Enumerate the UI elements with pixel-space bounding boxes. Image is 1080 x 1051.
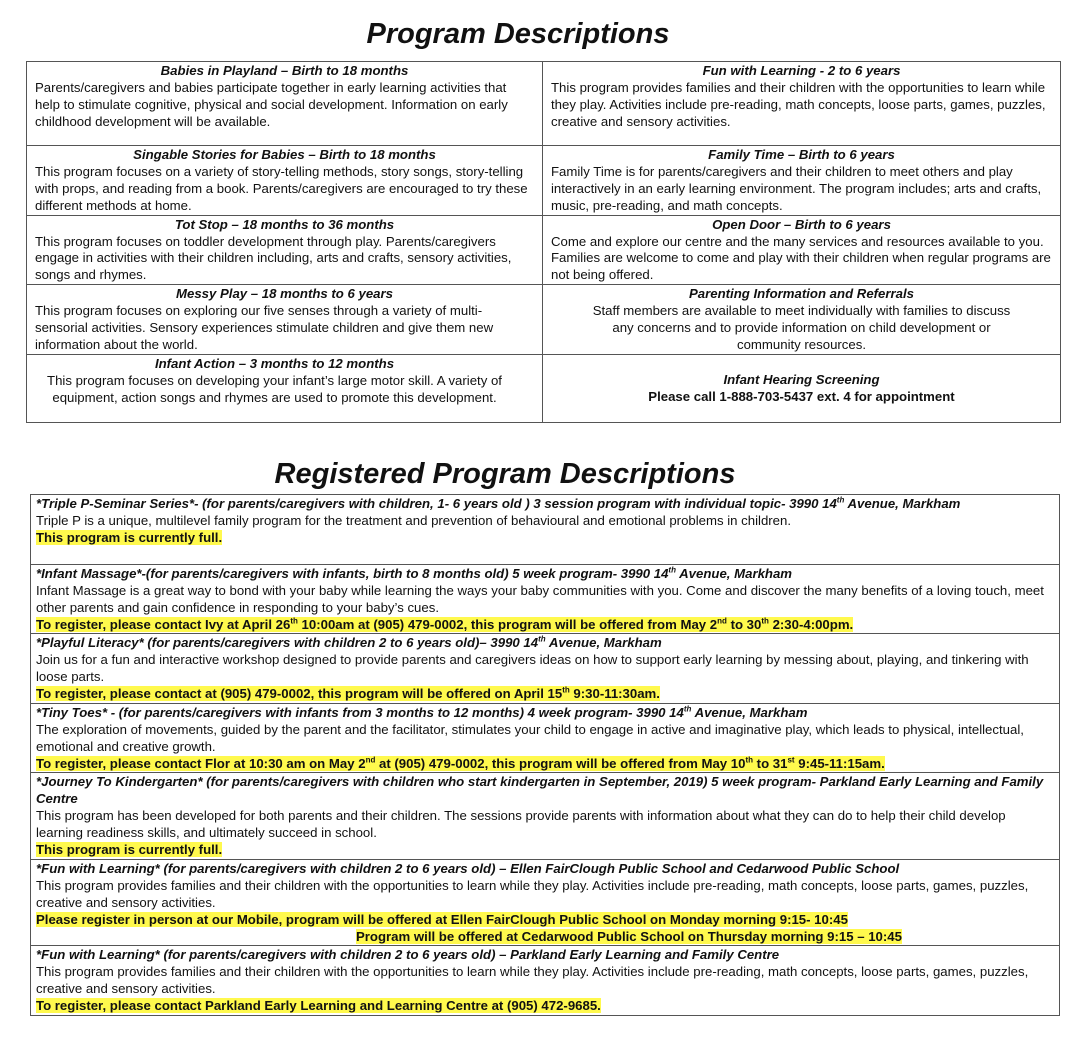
registration-note-secondary: Program will be offered at Cedarwood Public School on Thursday morning 9:15 – 10:45 (356, 928, 902, 944)
registered-program (31, 773, 1059, 860)
program-cell (543, 354, 1061, 422)
registered-program-body: The exploration of movements, guided by the parent and the facilitator, stimulates your child to engage in active and imaginative play, which leads to physical, intellectual, emotional and creative growth. (36, 721, 1024, 754)
registered-program-body: Join us for a fun and interactive workshop designed to provide parents and caregivers ideas on how to support early learning by messing about, playing, and tinkering with loose parts. (36, 651, 1029, 684)
program-cell (27, 354, 543, 422)
registered-programs-list (30, 494, 1060, 1016)
registered-program (31, 860, 1059, 946)
program-body: Family Time is for parents/caregivers and their children to meet others and play interactively in an early learning environment. The program includes; arts and crafts, music, pre-reading, and math concepts. (551, 163, 1042, 213)
registration-note: This program is currently full. (36, 529, 223, 545)
program-body: This program focuses on developing your infant’s large motor skill. A variety of equipment, action songs and rhymes are used to promote this development. (47, 372, 502, 405)
program-body: Parents/caregivers and babies participate together in early learning activities that help to stimulate cognitive, physical and social development. Information on early childhood development will be available. (35, 79, 508, 129)
program-cell (27, 285, 543, 355)
registered-program-body: Infant Massage is a great way to bond with your baby while learning the ways your baby communities with you. Come and discover the many benefits of a loving touch, meet other parents and gain confidence in responding to your baby’s cues. (36, 582, 1044, 615)
program-body: This program provides families and their children with the opportunities to learn while they play. Activities include pre-reading, math concepts, loose parts, games, puzzles, creative and sensory activities. (551, 79, 1046, 129)
registered-program-title: *Fun with Learning* (for parents/caregivers with children 2 to 6 years old) – Ellen FairClough Public School and Cedarwood Public School (36, 861, 900, 876)
program-title: Parenting Information and Referrals (689, 286, 914, 302)
registered-program-title: *Triple P-Seminar Series*- (for parents/caregivers with children, 1- 6 years old ) 3 session program with individual topic- 3990 14th Avenue, Markham (36, 495, 961, 511)
registration-note: Please register in person at our Mobile, program will be offered at Ellen FairClough Public School on Monday morning 9:15- 10:45 (36, 911, 848, 927)
program-descriptions-title: Program Descriptions (366, 18, 670, 50)
registered-program (31, 634, 1059, 704)
registered-program-title: *Infant Massage*-(for parents/caregivers with infants, birth to 8 months old) 5 week program- 3990 14th Avenue, Markham (36, 565, 793, 581)
registered-program-body: This program provides families and their children with the opportunities to learn while they play. Activities include pre-reading, math concepts, loose parts, games, puzzles, creative and sensory activities. (36, 963, 1029, 996)
registered-program (31, 565, 1059, 634)
program-title: Messy Play – 18 months to 6 years (176, 286, 393, 302)
program-cell (543, 146, 1061, 216)
registered-program-descriptions-title: Registered Program Descriptions (274, 458, 736, 490)
registered-program (31, 704, 1059, 773)
program-cell (543, 215, 1061, 285)
program-body: This program focuses on toddler development through play. Parents/caregivers engage in activities with their children including, arts and crafts, sensory activities, songs and rhymes. (35, 233, 512, 283)
program-cell (543, 62, 1061, 146)
registration-note: This program is currently full. (36, 841, 223, 857)
registered-program-body: Triple P is a unique, multilevel family program for the treatment and prevention of behavioural and emotional problems in children. (36, 512, 792, 528)
program-body: This program focuses on exploring our five senses through a variety of multi-sensorial activities. Sensory experiences stimulate children and give them new information about the world. (35, 303, 494, 352)
registration-note: To register, please contact Parkland Early Learning and Learning Centre at (905) 472-9685. (36, 997, 601, 1013)
registration-note: To register, please contact Flor at 10:30 am on May 2nd at (905) 479-0002, this program will be offered from May 10th to 31st 9:45-11:15am. (36, 755, 885, 771)
program-body: This program focuses on a variety of story-telling methods, story songs, story-telling with props, and reading from a book. Parents/caregivers are encouraged to try these different methods at home. (35, 163, 528, 213)
program-title: Fun with Learning - 2 to 6 years (702, 63, 901, 78)
program-cell (27, 62, 543, 146)
registration-note: To register, please contact at (905) 479-0002, this program will be offered on April 15th 9:30-11:30am. (36, 685, 660, 701)
registered-program (31, 946, 1059, 1016)
program-title: Babies in Playland – Birth to 18 months (160, 63, 409, 78)
registration-note: To register, please contact Ivy at April 26th 10:00am at (905) 479-0002, this program will be offered from May 2nd to 30th 2:30-4:00pm. (36, 616, 854, 632)
program-cell (27, 215, 543, 285)
program-cell (27, 146, 543, 216)
program-body: Please call 1-888-703-5437 ext. 4 for appointment (648, 388, 955, 404)
program-cell (543, 285, 1061, 355)
program-title: Tot Stop – 18 months to 36 months (174, 216, 395, 232)
program-title: Family Time – Birth to 6 years (708, 147, 895, 162)
registered-program (31, 495, 1059, 565)
registered-program-title: *Fun with Learning* (for parents/caregivers with children 2 to 6 years old) – Parkland Early Learning and Family Centre (36, 947, 780, 962)
program-title: Open Door – Birth to 6 years (712, 216, 891, 232)
program-title: Singable Stories for Babies – Birth to 18 months (133, 147, 436, 162)
registered-program-title: *Tiny Toes* - (for parents/caregivers with infants from 3 months to 12 months) 4 week program- 3990 14th Avenue, Markham (36, 704, 808, 720)
program-title: Infant Hearing Screening (723, 371, 880, 387)
registered-program-title: *Playful Literacy* (for parents/caregivers with children 2 to 6 years old)– 3990 14th Avenue, Markham (36, 634, 662, 650)
registered-program-body: This program has been developed for both parents and their children. The sessions provide parents with information about what they can do to help their child develop learning readiness skills, and ultimately succeed in school. (36, 807, 1006, 840)
registered-program-title: *Journey To Kindergarten* (for parents/caregivers with children who start kindergarten in September, 2019) 5 week program- Parkland Early Learning and Family Centre (36, 774, 1044, 806)
program-body: Come and explore our centre and the many services and resources available to you. Families are welcome to come and play with their children when regular programs are not being offered. (551, 233, 1051, 283)
program-title: Infant Action – 3 months to 12 months (154, 355, 395, 371)
program-body: Staff members are available to meet individually with families to discuss any concerns and to provide information on child development or community resources. (592, 303, 1011, 352)
program-descriptions-table (26, 61, 1061, 423)
registered-program-body: This program provides families and their children with the opportunities to learn while they play. Activities include pre-reading, math concepts, loose parts, games, puzzles, creative and sensory activities. (36, 877, 1029, 910)
